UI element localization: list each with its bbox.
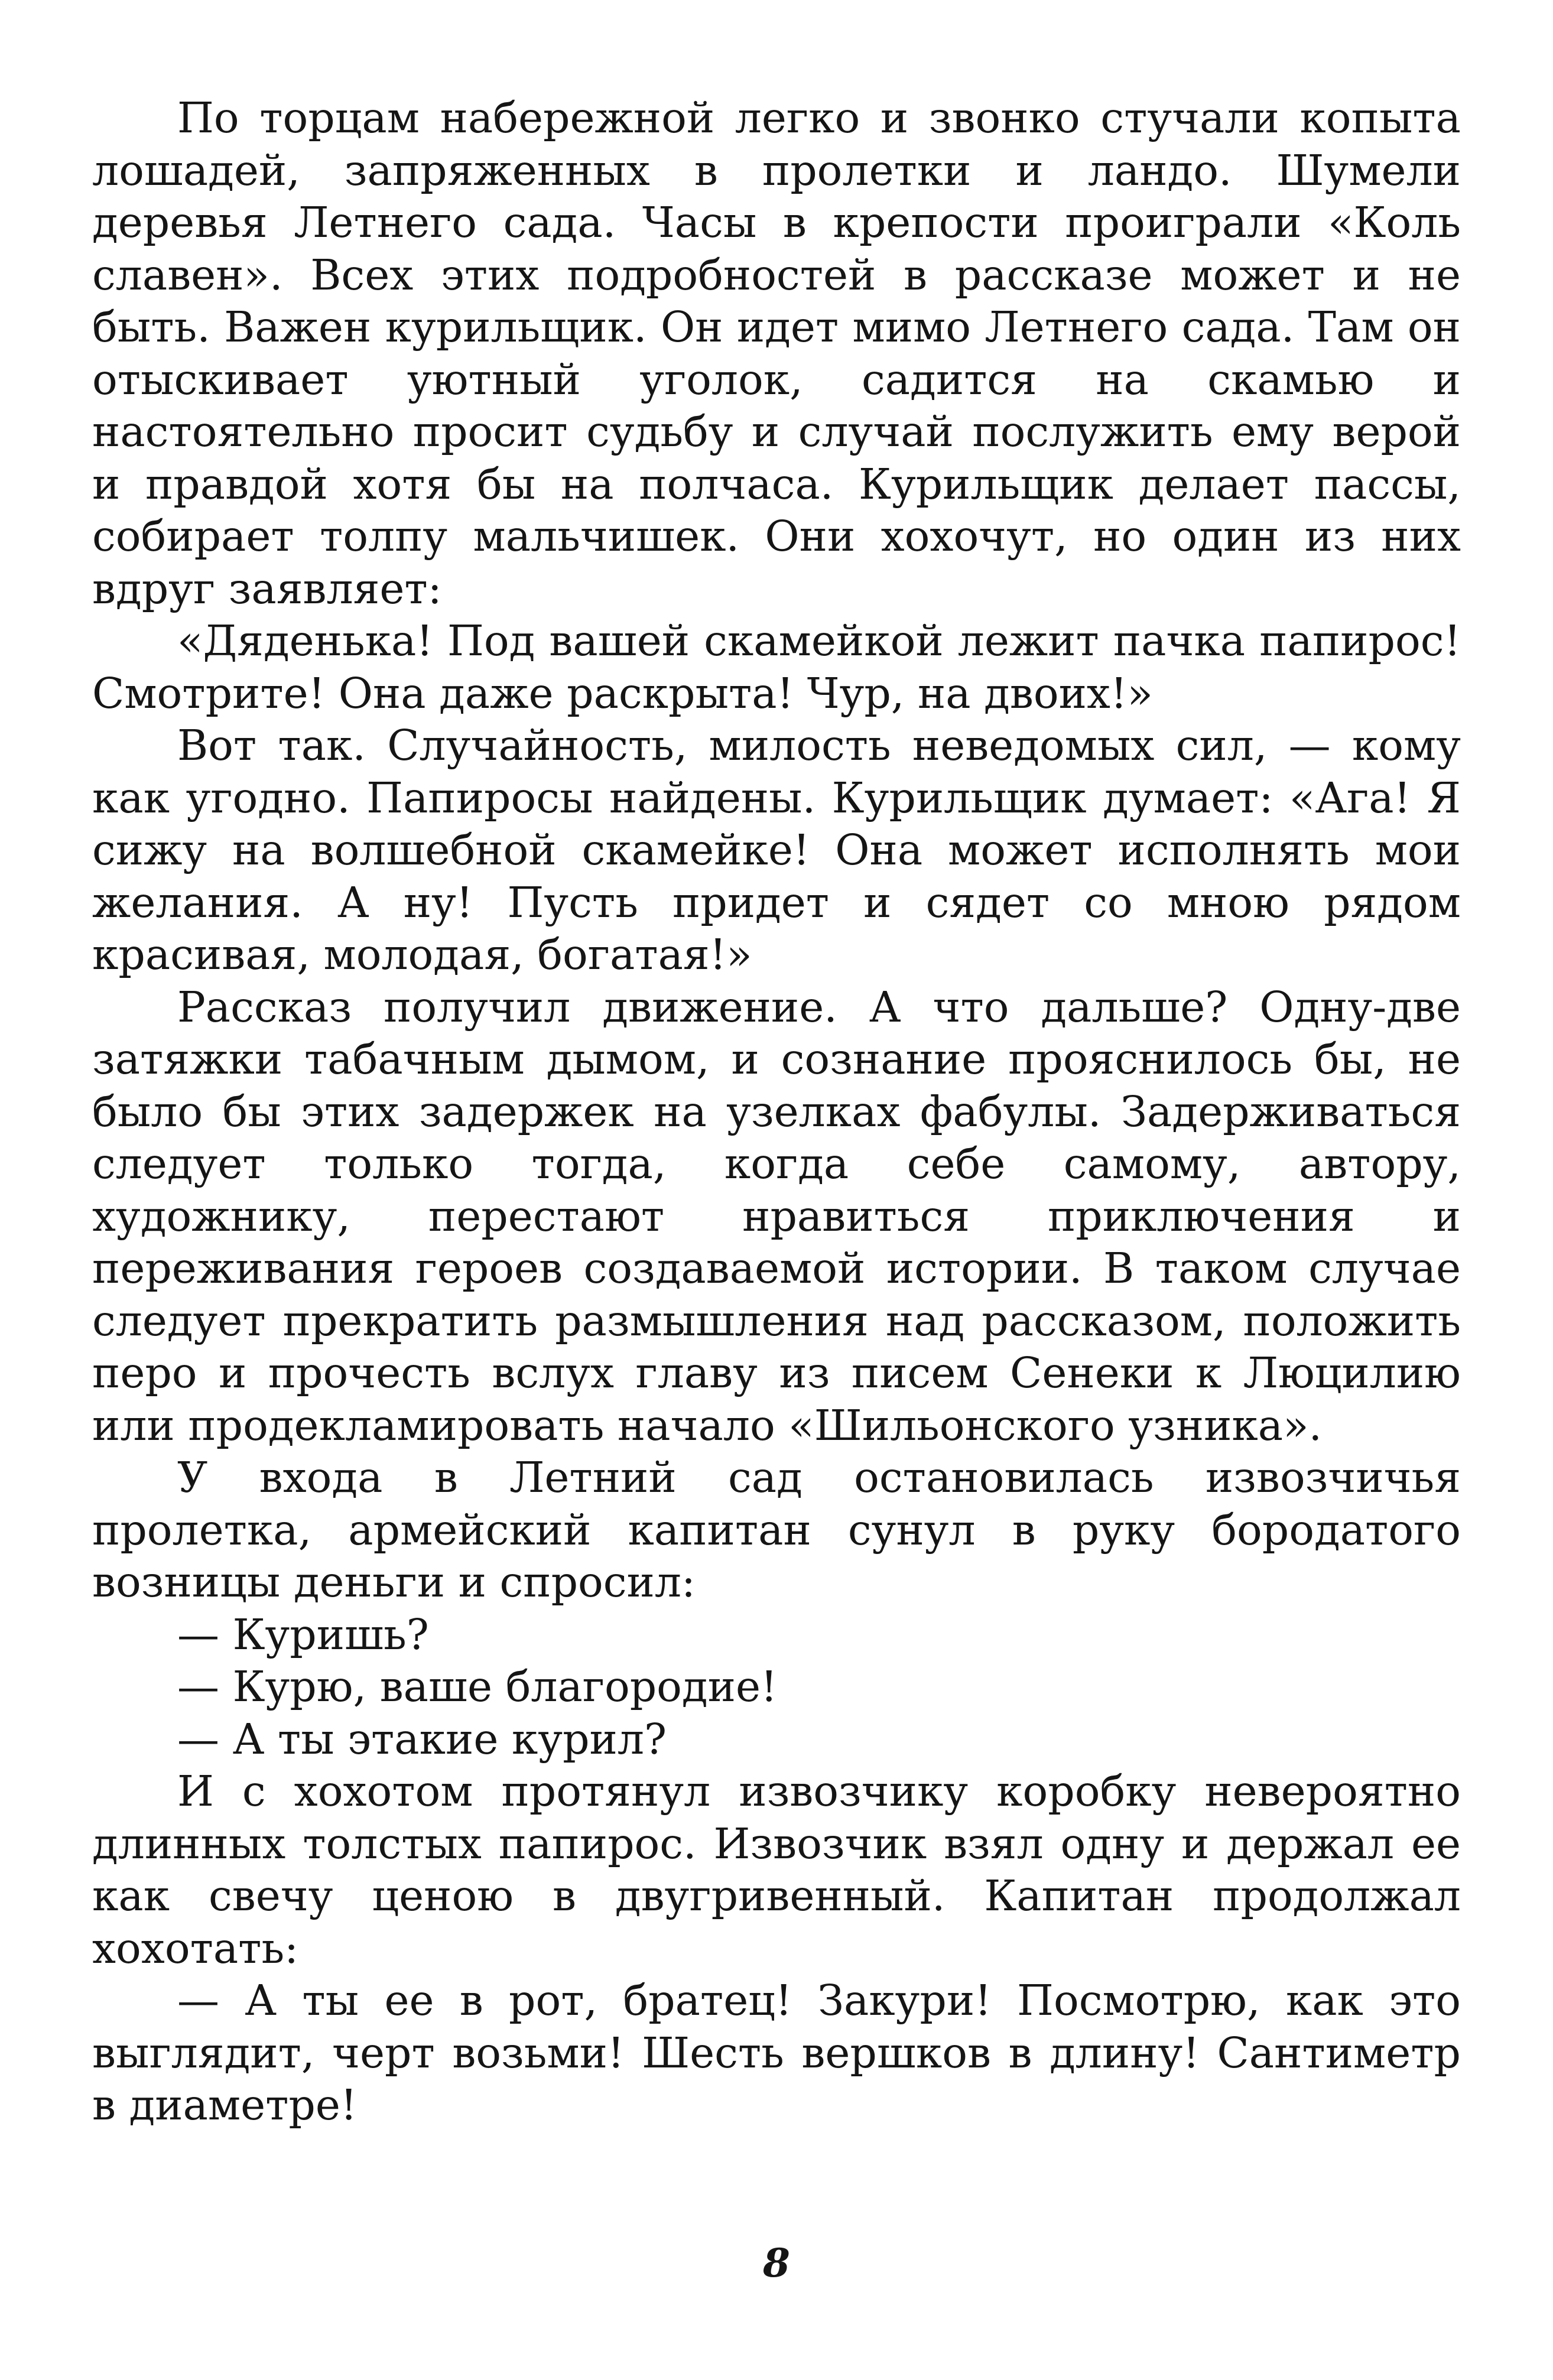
paragraph-cigarette-box: И с хохотом протянул извозчику коробку невероятно длинных толстых папирос. Извозчик взял одну и держал ее как свечу ценою в двугривенный. Капитан продолжал хохотать: (92, 1767, 1461, 1973)
text-column (92, 92, 1461, 2132)
dialogue-line-captain-question: — А ты этакие курил? (177, 1714, 667, 1764)
dialogue-line-smoke-answer: — Курю, ваше благородие! (177, 1662, 778, 1711)
paragraph-captain-arrives: У входа в Летний сад остановилась извозчичья пролетка, армейский капитан сунул в руку бородатого возницы деньги и спросил: (92, 1453, 1461, 1607)
page-number: 8 (763, 2240, 790, 2286)
paragraph-magic-bench: Вот так. Случайность, милость неведомых сил, — кому как угодно. Папиросы найдены. Курильщик думает: «Ага! Я сижу на волшебной скамейке! Она может исполнять мои желания. А ну! Пусть придет и сядет со мною рядом красивая, молодая, богатая!» (92, 721, 1461, 979)
paragraph-captain-command: — А ты ее в рот, братец! Закури! Посмотрю, как это выглядит, черт возьми! Шесть вершков в длину! Сантиметр в диаметре! (92, 1976, 1461, 2129)
dialogue-line-smoke-question: — Куришь? (177, 1610, 429, 1659)
paragraph-smokers-walk: По торцам набережной легко и звонко стучали копыта лошадей, запряженных в пролетки и ландо. Шумели деревья Летнего сада. Часы в крепости проиграли «Коль славен». Всех этих подробностей в рассказе может и не быть. Важен курильщик. Он идет мимо Летнего сада. Там он отыскивает уютный уголок, садится на скамью и настоятельно просит судьбу и случай послужить ему верой и правдой хотя бы на полчаса. Курильщик делает пассы, собирает толпу мальчишек. Они хохочут, но один из них вдруг заявляет: (92, 93, 1461, 613)
paragraph-story-movement: Рассказ получил движение. А что дальше? Одну-две затяжки табачным дымом, и сознание прояснилось бы, не было бы этих задержек на узелках фабулы. Задерживаться следует только тогда, когда себе самому, автору, художнику, перестают нравиться приключения и переживания героев создаваемой истории. В таком случае следует прекратить размышления над рассказом, положить перо и прочесть вслух главу из писем Сенеки к Люцилию или продекламировать начало «Шильонского узника». (92, 982, 1461, 1450)
paragraph-boy-shout: «Дяденька! Под вашей скамейкой лежит пачка папирос! Смотрите! Она даже раскрыта! Чур, на двоих!» (92, 616, 1461, 718)
